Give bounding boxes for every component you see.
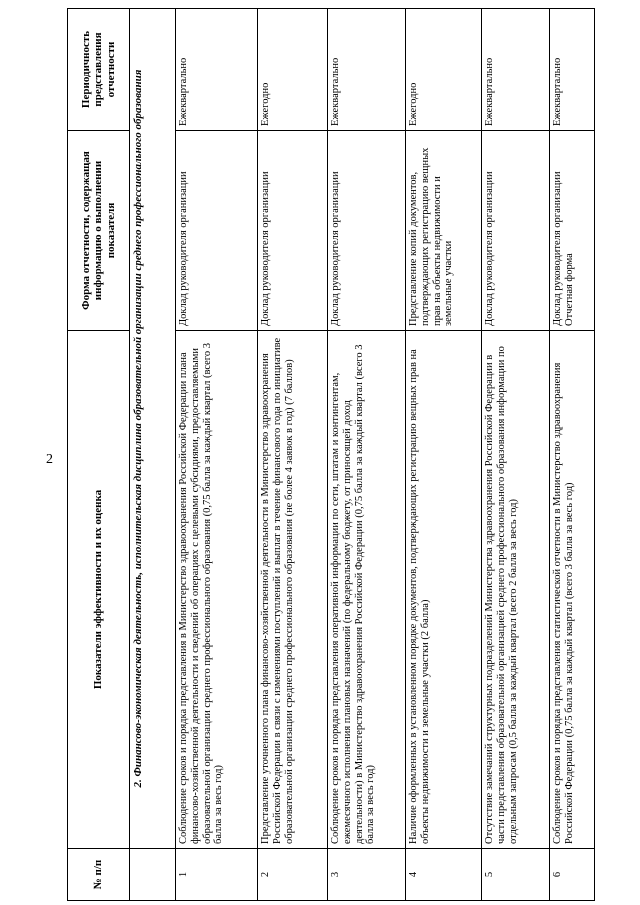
row-num: 3 <box>328 849 406 901</box>
header-num: № п/п <box>68 849 130 901</box>
header-row <box>68 9 130 901</box>
header-periodicity: Периодичность представления отчетности <box>68 9 130 131</box>
row-periodicity: Ежеквартально <box>328 9 406 131</box>
row-indicator: Наличие оформленных в установленном порядке документов, подтверждающих регистрацию вещных прав на объекты недвижимости и земельные участки (2 балла) <box>406 331 482 849</box>
row-periodicity: Ежеквартально <box>550 9 595 131</box>
row-indicator: Соблюдение сроков и порядка представления статистической отчетности в Министерство здравоохранения Российской Федерации (0,75 балла за каждый квартал (всего 3 балла за весь год) <box>550 331 595 849</box>
row-indicator: Представление уточненного плана финансово-хозяйственной деятельности в Министерство здравоохранения Российской Федерации в связи с изменениями поступлений и выплат в течение финансового года по инициативе образовательной организации среднего профессионального образования (не более 4 заявок в год) (7 баллов) <box>258 331 328 849</box>
table-row <box>258 9 328 901</box>
row-num: 2 <box>258 849 328 901</box>
row-indicator: Соблюдение сроков и порядка представления оперативной информации по сети, штатам и контингентам, ежемесячного исполнения плановых назначений (по федеральному бюджету, от приносящей доход деятельности) в Министерство здравоохранения Российской Федерации (0,75 балла за каждый квартал (всего 3 балла за весь год) <box>328 331 406 849</box>
section-row <box>130 9 176 901</box>
page-number: 2 <box>46 452 53 467</box>
row-indicator: Отсутствие замечаний структурных подразделений Министерства здравоохранения Российской Федерации в части представления образовательной организацией среднего профессионального образования информации по отдельным запросам (0,5 балла за каждый квартал (всего 2 балла за весь год) <box>482 331 550 849</box>
section-title: 2. Финансово-экономическая деятельность, исполнительская дисциплина образовательной организации среднего профессионального образования <box>130 9 176 849</box>
row-report-form: Доклад руководителя организации <box>176 131 258 331</box>
table-row <box>176 9 258 901</box>
table-row <box>328 9 406 901</box>
table-row <box>482 9 550 901</box>
row-periodicity: Ежеквартально <box>482 9 550 131</box>
table-row <box>406 9 482 901</box>
rotated-table-wrapper <box>67 9 594 901</box>
row-indicator: Соблюдение сроков и порядка представления в Министерство здравоохранения Российской Федерации плана финансово-хозяйственной деятельности и сведений об операциях с целевыми субсидиями, предоставляемыми образовательной организации среднего профессионального образования (0,75 балла за каждый квартал (всего 3 балла за весь год) <box>176 331 258 849</box>
indicators-table <box>67 8 595 901</box>
row-num: 4 <box>406 849 482 901</box>
row-report-form: Доклад руководителя организации <box>258 131 328 331</box>
row-periodicity: Ежегодно <box>406 9 482 131</box>
row-num: 5 <box>482 849 550 901</box>
row-report-form: Представление копий документов, подтверждающих регистрацию вещных прав на объекты недвижимости и земельные участки <box>406 131 482 331</box>
row-num: 1 <box>176 849 258 901</box>
row-report-form: Доклад руководителя организации <box>328 131 406 331</box>
header-report-form: Форма отчетности, содержащая информацию о выполнении показателя <box>68 131 130 331</box>
row-num: 6 <box>550 849 595 901</box>
section-num-cell <box>130 849 176 901</box>
row-report-form: Доклад руководителя организации <box>482 131 550 331</box>
header-indicator: Показатели эффективности и их оценка <box>68 331 130 849</box>
row-periodicity: Ежегодно <box>258 9 328 131</box>
row-periodicity: Ежеквартально <box>176 9 258 131</box>
table-frame <box>67 9 594 901</box>
table-row <box>550 9 595 901</box>
row-report-form: Доклад руководителя организации Отчетная форма <box>550 131 595 331</box>
